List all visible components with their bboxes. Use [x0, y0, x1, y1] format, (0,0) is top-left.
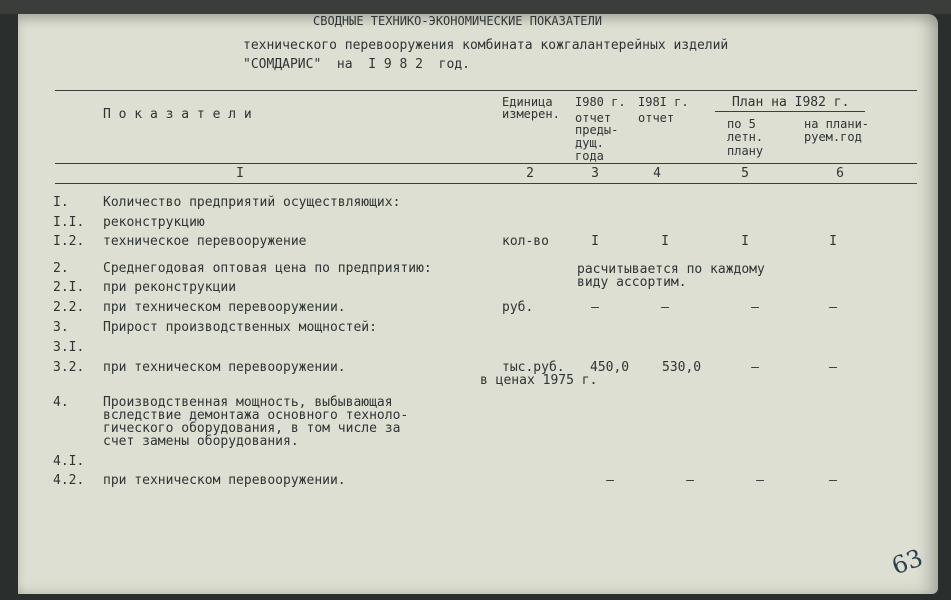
row-label: техническое перевооружение [103, 234, 307, 249]
row-note: расчитывается по каждому [577, 262, 765, 277]
cell-col6: – [829, 300, 837, 315]
colnum-1: I [236, 166, 244, 181]
row-note: виду ассортим. [577, 275, 687, 290]
plan-underline [715, 111, 865, 112]
binder-edge [0, 0, 951, 14]
row-label: счет замены оборудования. [103, 434, 299, 449]
header-top-rule [55, 90, 917, 91]
row-number: 3.I. [53, 340, 85, 355]
row-label: при техническом перевооружении. [103, 473, 346, 488]
row-number: I. [53, 195, 69, 210]
row-number: I.I. [53, 215, 85, 230]
row-label: Среднегодовая оптовая цена по предприятию: [103, 261, 432, 276]
row-label: при техническом перевооружении. [103, 300, 346, 315]
colnum-5: 5 [741, 166, 749, 181]
row-number: 2. [53, 261, 69, 276]
colnum-6: 6 [836, 166, 844, 181]
cell-col4: 530,0 [662, 360, 702, 375]
doc-subtitle: технического перевооружения комбината кожгалантерейных изделий [243, 38, 729, 53]
row-label: Количество предприятий осуществляющих: [103, 195, 401, 210]
cell-col3: I [591, 234, 599, 249]
row-number: 3.2. [53, 360, 85, 375]
doc-subtitle-2: "СОМДАРИС" на I 9 8 2 год. [243, 57, 470, 72]
cell-col5: – [756, 473, 764, 488]
row-number: 4.I. [53, 454, 85, 469]
cell-col4: – [661, 300, 669, 315]
row-unit: руб. [502, 300, 534, 315]
colnum-2: 2 [526, 166, 534, 181]
row-number: 2.I. [53, 280, 85, 295]
cell-col6: – [829, 473, 837, 488]
cell-col6: – [829, 360, 837, 375]
cell-col4: I [661, 234, 669, 249]
row-label: Производственная мощность, выбывающая [103, 395, 393, 410]
colnum-3: 3 [591, 166, 599, 181]
row-label: Прирост производственных мощностей: [103, 320, 377, 335]
row-number: 3. [53, 320, 69, 335]
cell-col5: – [751, 360, 759, 375]
row-label: гического оборудования, в том числе за [103, 421, 401, 436]
row-number: 2.2. [53, 300, 85, 315]
row-number: 4. [53, 395, 69, 410]
colnum-rule [55, 183, 917, 184]
row-label: при техническом перевооружении. [103, 360, 346, 375]
row-label: при реконструкции [103, 280, 237, 295]
row-unit: тыс.руб. [502, 360, 565, 375]
row-number: I.2. [53, 234, 85, 249]
cell-col5: – [751, 300, 759, 315]
row-label: реконструкцию [103, 215, 205, 230]
cell-col4: – [686, 473, 694, 488]
header-indicators: П о к а з а т е л и [103, 107, 252, 122]
row-unit-note: в ценах 1975 г. [480, 373, 598, 388]
cell-col3: – [591, 300, 599, 315]
colnum-4: 4 [653, 166, 661, 181]
row-unit: кол-во [502, 234, 549, 249]
cell-col3: 450,0 [590, 360, 630, 375]
header-bottom-rule [55, 163, 917, 164]
row-number: 4.2. [53, 473, 85, 488]
header-plan: План на I982 г. [732, 95, 850, 110]
cell-col6: I [829, 234, 837, 249]
doc-title: СВОДНЫЕ ТЕХНИКО-ЭКОНОМИЧЕСКИЕ ПОКАЗАТЕЛИ [313, 14, 602, 28]
cell-col5: I [741, 234, 749, 249]
cell-col3: – [606, 473, 614, 488]
handwritten-page-number: 63 [888, 543, 927, 581]
row-label: вследствие демонтажа основного техноло- [103, 408, 409, 423]
